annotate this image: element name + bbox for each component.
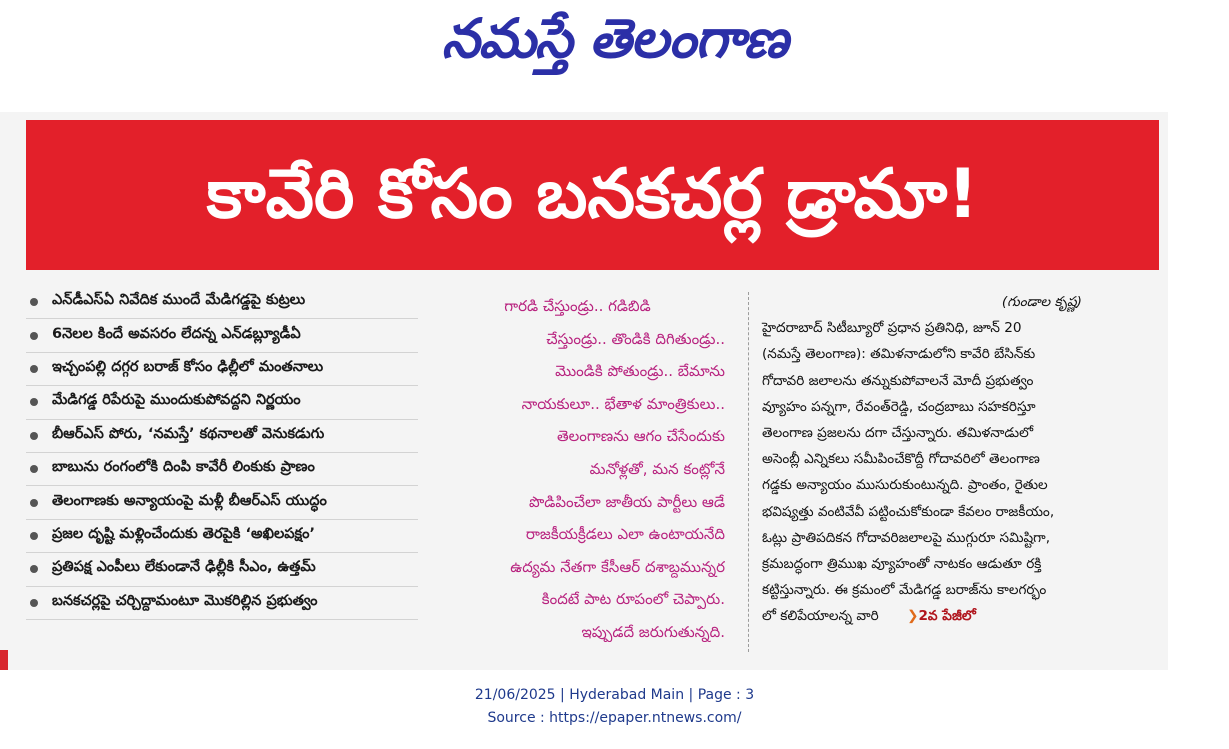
list-item — [26, 587, 418, 620]
list-item — [26, 420, 418, 453]
story-line: తెలంగాణ ప్రజలను దగా చేస్తున్నారు. తమిళనాడులో — [762, 425, 1034, 442]
list-item — [26, 486, 418, 519]
bullet-icon — [30, 599, 38, 607]
masthead-logo: నమస్తే తెలంగాణ — [441, 7, 788, 70]
pull-quote-line: తెలంగాణను ఆగం చేసేందుకు — [556, 427, 725, 446]
list-item — [26, 453, 418, 486]
list-item-text: బీఆర్‌ఎస్ పోరు, ‘నమస్తే’ కథనాలతో వెనుకడుగు — [52, 425, 325, 442]
page-edge-marker — [0, 650, 8, 670]
story-line: క్రమబద్ధంగా త్రిముఖ వ్యూహంతో నాటకం ఆడుతూ రక్తి — [762, 556, 1042, 573]
story-line: హైదరాబాద్ సిటీబ్యూరో ప్రధాన ప్రతినిధి, జూన్ 20 — [762, 320, 1022, 337]
headline-banner — [26, 120, 1159, 270]
story-line: గడ్డకు అన్యాయం ముసురుకుంటున్నది. ప్రాంతం, రైతుల — [762, 477, 1048, 494]
list-item — [26, 520, 418, 553]
footer-source: Source : https://epaper.ntnews.com/ — [487, 710, 742, 726]
bullet-icon — [30, 432, 38, 440]
pull-quote-line: చేస్తుండ్రు.. తొండికి దిగితుండ్రు.. — [546, 329, 725, 348]
list-item-text: ప్రజల దృష్టి మళ్లించేందుకు తెరపైకి ‘అఖిలపక్షం’ — [52, 525, 315, 542]
footer-edition-info: 21/06/2025 | Hyderabad Main | Page : 3 — [474, 687, 755, 703]
list-item — [26, 386, 418, 419]
pull-quote-line: మనోళ్లతో, మన కంట్లోనే — [589, 459, 725, 478]
list-item-text: బనకచర్లపై చర్చిద్దామంటూ మొకరిల్లిన ప్రభుత్వం — [52, 592, 318, 609]
bullet-icon — [30, 532, 38, 540]
highlights-list — [26, 286, 418, 650]
story-line: (నమస్తే తెలంగాణ): తమిళనాడులోని కావేరి బేసిన్‌కు — [762, 346, 1036, 363]
story-last-line — [762, 603, 1122, 629]
pull-quote-line: గారడి చేస్తుండ్రు.. గడిబిడి — [504, 297, 651, 315]
pull-quote-line: కిందటే పాట రూపంలో చెప్పారు. — [541, 590, 725, 609]
byline: (గుండాల కృష్ణ) — [1001, 294, 1082, 310]
headline: కావేరి కోసం బనకచర్ల డ్రామా! — [206, 155, 979, 234]
list-item — [26, 553, 418, 586]
list-item-text: తెలంగాణకు అన్యాయంపై మళ్లీ బీఆర్‌ఎస్ యుద్ధం — [52, 492, 327, 509]
chevron-right-icon: ❯ — [907, 608, 919, 625]
continued-label: 2వ పేజీలో — [918, 608, 976, 625]
bullet-icon — [30, 365, 38, 373]
pull-quote-line: మొండికి పోతుండ్రు.. బేమాను — [555, 362, 725, 381]
pull-quote-line: పొడిపించేలా జాతీయ పార్టీలు ఆడే — [528, 492, 725, 511]
pull-quote-line: ఇప్పుడదే జరుగుతున్నది. — [581, 622, 725, 641]
bullet-icon — [30, 332, 38, 340]
story-line: లో కలిపేయాలన్న వారి — [762, 608, 879, 625]
pull-quote-line: ఉద్యమ నేతగా కేసీఆర్ దశాబ్దమున్నర — [510, 557, 725, 576]
story-line: అసెంబ్లీ ఎన్నికలు సమీపించేకొద్దీ గోదావరిలో తెలంగాణ — [762, 451, 1040, 468]
pull-quote — [430, 290, 725, 650]
story-body — [762, 289, 1122, 649]
bullet-icon — [30, 398, 38, 406]
bullet-icon — [30, 565, 38, 573]
bullet-icon — [30, 499, 38, 507]
list-item-text: ఇచ్చంపల్లి దగ్గర బరాజ్ కోసం ఢిల్లీలో మంతనాలు — [52, 358, 324, 375]
list-item — [26, 319, 418, 352]
list-item-text: ఎన్‌డీఎస్‌ఏ నివేదిక ముందే మేడిగడ్డపై కుట్రలు — [52, 292, 306, 309]
list-item — [26, 353, 418, 386]
continued-link[interactable] — [907, 608, 976, 624]
story-line: వ్యూహం పన్నగా, రేవంత్‌రెడ్డి, చంద్రబాబు సహకరిస్తూ — [762, 398, 1036, 415]
story-line: కట్టిస్తున్నారు. ఈ క్రమంలో మేడిగడ్డ బరాజ్‌ను కాలగర్భం — [762, 582, 1047, 599]
list-item-text: ప్రతిపక్ష ఎంపీలు లేకుండానే ఢిల్లీకి సీఎం, ఉత్తమ్ — [52, 559, 316, 576]
column-divider — [748, 292, 749, 652]
pull-quote-line: రాజకీయక్రీడలు ఎలా ఉంటాయనేది — [525, 525, 725, 544]
list-item-text: బాబును రంగంలోకి దింపి కావేరీ లింకుకు ప్రాణం — [52, 459, 315, 476]
list-item — [26, 286, 418, 319]
pull-quote-line: నాయకులూ.. భేతాళ మాంత్రికులు.. — [521, 394, 725, 413]
list-item-text: 6నెలల కిందే అవసరం లేదన్న ఎన్‌డబ్ల్యూడీఏ — [52, 325, 301, 342]
story-line: భవిష్యత్తు వంటివేవీ పట్టించుకోకుండా కేవలం రాజకీయం, — [762, 503, 1055, 520]
bullet-icon — [30, 298, 38, 306]
list-item-text: మేడిగడ్డ రిపేరుపై ముందుకుపోవద్దని నిర్ణయం — [52, 392, 301, 409]
bullet-icon — [30, 465, 38, 473]
story-line: ఓట్లు ప్రాతిపదికన గోదావరిజలాలపై ముగ్గురూ సమిష్టిగా, — [762, 529, 1051, 546]
story-line: గోదావరి జలాలను తన్నుకుపోవాలనే మోదీ ప్రభుత్వం — [762, 372, 1034, 389]
